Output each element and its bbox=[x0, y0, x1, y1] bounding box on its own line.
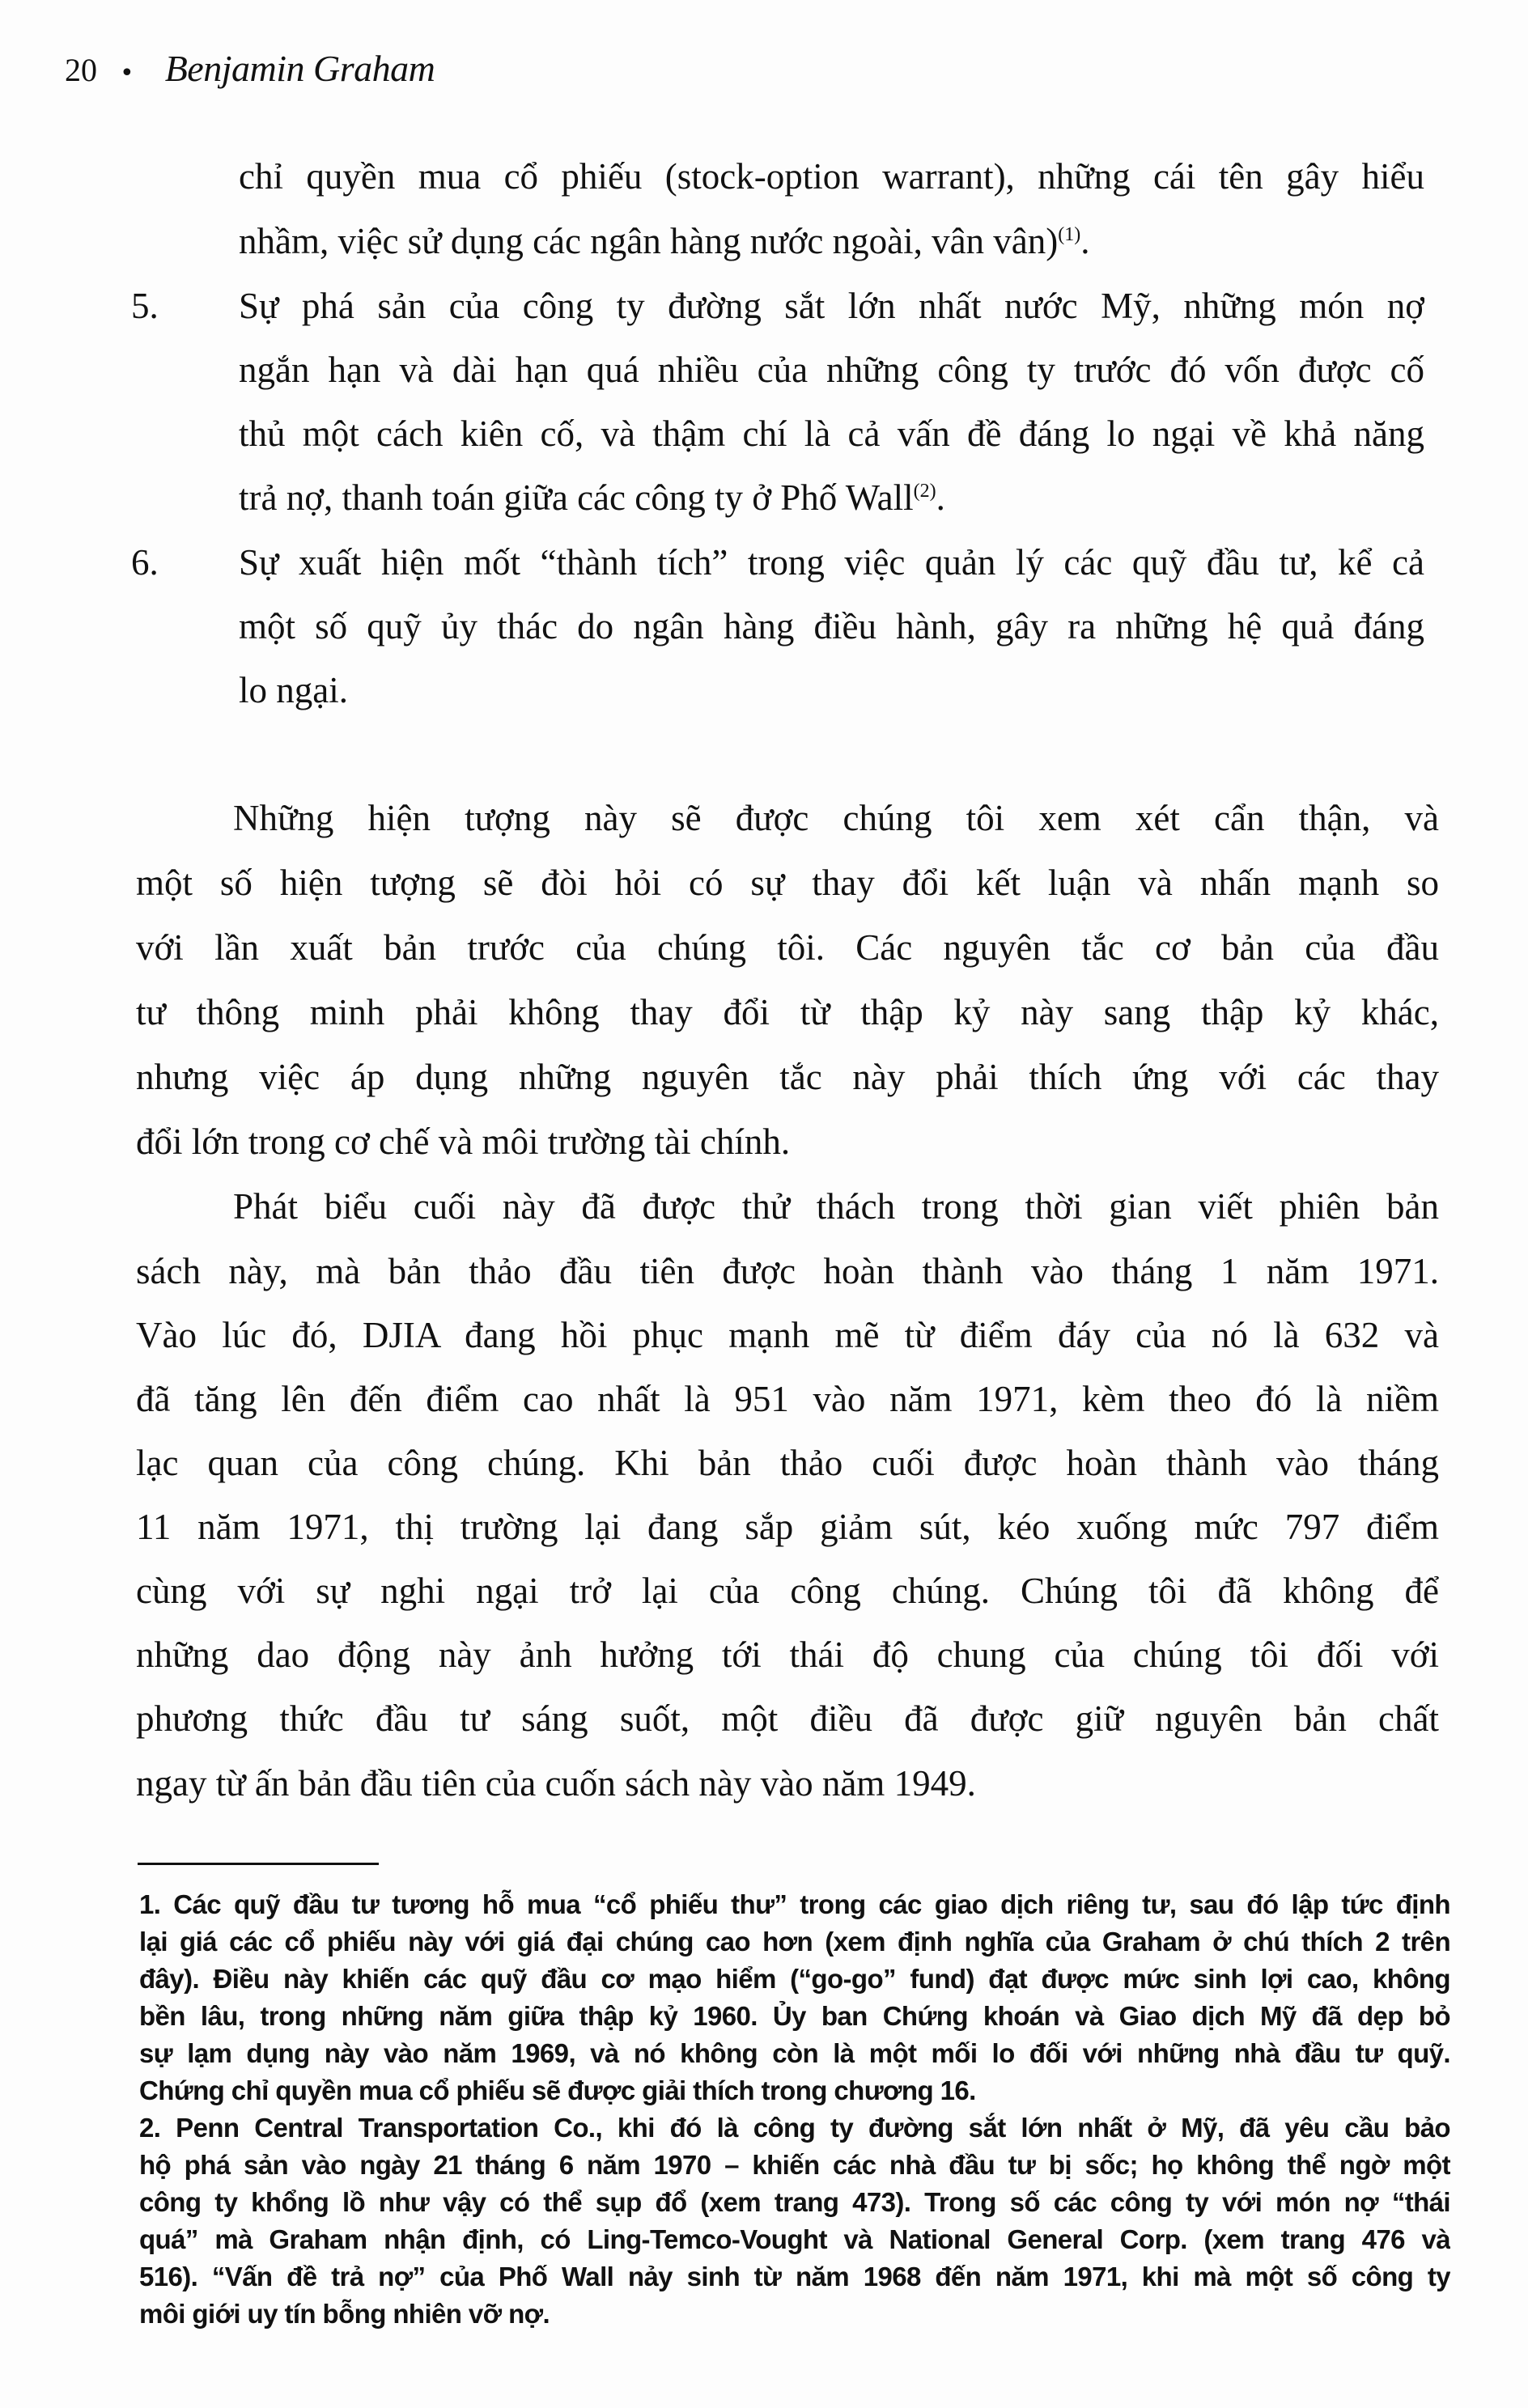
list-item-6-line: Sự xuất hiện mốt “thành tích” trong việc quản lý các quỹ đầu tư, kể cả bbox=[239, 542, 1424, 583]
paragraph-2-line: những dao động này ảnh hưởng tới thái độ chung của chúng tôi đối với bbox=[136, 1634, 1439, 1675]
list-number-6: 6. bbox=[131, 542, 159, 583]
paragraph-2-line: Vào lúc đó, DJIA đang hồi phục mạnh mẽ từ điểm đáy của nó là 632 và bbox=[136, 1315, 1439, 1355]
list-item-5-line: ngắn hạn và dài hạn quá nhiều của những công ty trước đó vốn được cố bbox=[239, 350, 1424, 390]
paragraph-2-line: lạc quan của công chúng. Khi bản thảo cuối được hoàn thành vào tháng bbox=[136, 1443, 1439, 1483]
paragraph-2-line: 11 năm 1971, thị trường lại đang sắp giảm sút, kéo xuống mức 797 điểm bbox=[136, 1507, 1439, 1547]
list-item-6-line: lo ngại. bbox=[239, 670, 348, 710]
footnote-1-line: 1. Các quỹ đầu tư tương hỗ mua “cổ phiếu thư” trong các giao dịch riêng tư, sau đó lập tức định bbox=[139, 1889, 1450, 1919]
list-number-5: 5. bbox=[131, 286, 159, 326]
paragraph-1-line: với lần xuất bản trước của chúng tôi. Các nguyên tắc cơ bản của đầu bbox=[136, 927, 1439, 968]
paragraph-1-line: tư thông minh phải không thay đổi từ thập kỷ này sang thập kỷ khác, bbox=[136, 992, 1439, 1032]
footnote-2-line: hộ phá sản vào ngày 21 tháng 6 năm 1970 – khiến các nhà đầu tư bị sốc; họ không thể ngờ một bbox=[139, 2150, 1450, 2180]
footnote-ref-1[interactable]: (1) bbox=[1058, 224, 1081, 245]
footnote-ref-2[interactable]: (2) bbox=[913, 481, 936, 502]
paragraph-2-line: đã tăng lên đến điểm cao nhất là 951 vào năm 1971, kèm theo đó là niềm bbox=[136, 1379, 1439, 1419]
paragraph-2-line: phương thức đầu tư sáng suốt, một điều đã được giữ nguyên bản chất bbox=[136, 1698, 1439, 1739]
list-item-6-line: một số quỹ ủy thác do ngân hàng điều hành, gây ra những hệ quả đáng bbox=[239, 606, 1424, 647]
paragraph-1-line: nhưng việc áp dụng những nguyên tắc này phải thích ứng với các thay bbox=[136, 1057, 1439, 1097]
footnote-2-line: 2. Penn Central Transportation Co., khi đó là công ty đường sắt lớn nhất ở Mỹ, đã yêu cầu bảo bbox=[139, 2113, 1450, 2143]
footnote-1-line: lại giá các cổ phiếu này với giá đại chúng cao hơn (xem định nghĩa của Graham ở chú thích 2 trên bbox=[139, 1927, 1450, 1956]
footnote-2-line: môi giới uy tín bỗng nhiên vỡ nợ. bbox=[139, 2299, 550, 2329]
footnote-2-line: quá” mà Graham nhận định, có Ling-Temco-Vought và National General Corp. (xem trang 476 và bbox=[139, 2224, 1450, 2254]
running-head bbox=[65, 47, 435, 95]
paragraph-2-line: Phát biểu cuối này đã được thử thách trong thời gian viết phiên bản bbox=[233, 1186, 1439, 1227]
bullet-separator: • bbox=[120, 59, 134, 87]
paragraph-2-line: cùng với sự nghi ngại trở lại của công chúng. Chúng tôi đã không để bbox=[136, 1571, 1439, 1611]
paragraph-1-line: Những hiện tượng này sẽ được chúng tôi xem xét cẩn thận, và bbox=[233, 798, 1439, 838]
footnote-1-line: đây). Điều này khiến các quỹ đầu cơ mạo hiểm (“go-go” fund) đạt được mức sinh lợi cao, không bbox=[139, 1964, 1450, 1994]
footnote-1-line: Chứng chỉ quyền mua cổ phiếu sẽ được giải thích trong chương 16. bbox=[139, 2075, 976, 2105]
period: . bbox=[1080, 221, 1090, 261]
running-head-author: Benjamin Graham bbox=[164, 48, 435, 89]
list-item-5-text: trả nợ, thanh toán giữa các công ty ở Phố Wall bbox=[239, 477, 914, 518]
footnote-1-line: bền lâu, trong những năm giữa thập kỷ 1960. Ủy ban Chứng khoán và Giao dịch Mỹ đã dẹp bỏ bbox=[139, 2001, 1450, 2031]
paragraph-1-line: đổi lớn trong cơ chế và môi trường tài chính. bbox=[136, 1121, 791, 1162]
paragraph-2-line: ngay từ ấn bản đầu tiên của cuốn sách này vào năm 1949. bbox=[136, 1763, 976, 1804]
list-item-5-line: Sự phá sản của công ty đường sắt lớn nhất nước Mỹ, những món nợ bbox=[239, 286, 1424, 326]
footnote-2-line: công ty khổng lồ như vậy có thể sụp đổ (xem trang 473). Trong số các công ty với món nợ “thái bbox=[139, 2187, 1450, 2217]
footnote-1-line: sự lạm dụng này vào năm 1969, và nó không còn là một mối lo đối với những nhà đầu tư quỹ. bbox=[139, 2038, 1450, 2068]
period: . bbox=[936, 477, 945, 518]
list-item-5-line bbox=[239, 475, 945, 520]
list-continuation-line: chỉ quyền mua cổ phiếu (stock-option warrant), những cái tên gây hiểu bbox=[239, 156, 1424, 197]
list-continuation-line bbox=[239, 218, 1090, 264]
page-number: 20 bbox=[65, 52, 97, 88]
paragraph-1-line: một số hiện tượng sẽ đòi hỏi có sự thay đổi kết luận và nhấn mạnh so bbox=[136, 863, 1439, 903]
footnote-divider bbox=[138, 1863, 379, 1865]
paragraph-2-line: sách này, mà bản thảo đầu tiên được hoàn thành vào tháng 1 năm 1971. bbox=[136, 1251, 1439, 1291]
footnote-2-line: 516). “Vấn đề trả nợ” của Phố Wall nảy sinh từ năm 1968 đến năm 1971, khi mà một số công ty bbox=[139, 2262, 1450, 2291]
list-continuation-text: nhầm, việc sử dụng các ngân hàng nước ngoài, vân vân) bbox=[239, 221, 1059, 261]
list-item-5-line: thủ một cách kiên cố, và thậm chí là cả vấn đề đáng lo ngại về khả năng bbox=[239, 413, 1424, 454]
